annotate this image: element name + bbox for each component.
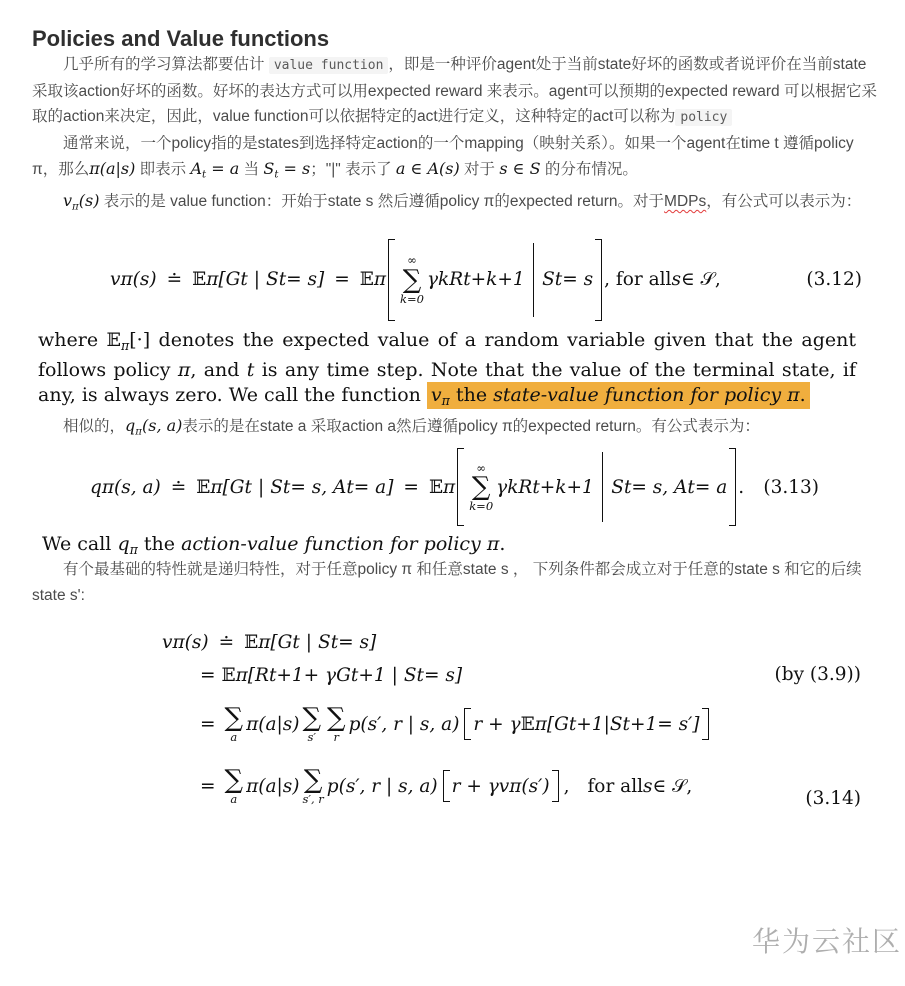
text-run: where <box>38 328 107 351</box>
text-run: 表示的是 value function：开始于state s 然后遵循policy π的expected return。对于 <box>99 192 665 210</box>
equation-number: (3.13) <box>763 476 819 498</box>
period: . <box>499 533 506 556</box>
math-token: S <box>266 269 279 291</box>
summation-a <box>224 764 244 806</box>
math-token: = a <box>694 476 728 498</box>
math-token: S <box>611 476 624 498</box>
inner-bracket-group <box>441 769 561 803</box>
math-q: q <box>90 476 102 498</box>
math-args: (s) <box>184 631 209 653</box>
expectation-symbol: 𝔼 <box>359 269 374 291</box>
summation-sprime-r <box>302 764 324 806</box>
subscript: t <box>278 269 287 291</box>
math-token: = s, A <box>290 476 347 498</box>
equals-sign: = <box>334 269 350 291</box>
subscript: t <box>282 476 291 498</box>
summation-r <box>327 702 346 744</box>
subscript: t <box>240 269 248 291</box>
math-token: S <box>403 664 417 686</box>
subscript: π <box>101 476 115 498</box>
right-bracket <box>552 770 559 802</box>
subscript: t+k+1 <box>532 476 594 498</box>
text-run: 当 <box>239 161 264 178</box>
text-run: 的分布情况。 <box>540 161 638 178</box>
subscript: π <box>258 631 271 653</box>
math-token: r + γ <box>473 713 521 735</box>
sum-lower-limit: a <box>230 729 238 744</box>
subscript: t+1 <box>350 664 386 686</box>
math-args: (s) <box>132 269 157 291</box>
left-bracket <box>443 770 450 802</box>
math-token: = s] <box>338 631 377 653</box>
text-run: is any time step. Note that the value of the terminal state, if any, is always zero. We call the function <box>38 358 856 407</box>
summation-k <box>400 254 424 305</box>
math-token: = a] <box>353 476 394 498</box>
subscript: π <box>129 542 138 558</box>
math-eq-s: = s <box>278 159 311 178</box>
sigma-symbol: ∑ <box>471 472 491 503</box>
sigma-symbol: ∑ <box>327 702 346 733</box>
math-At: A <box>190 159 203 178</box>
text-run: 几乎所有的学习算法都要估计 <box>63 56 265 73</box>
math-token: [G <box>270 631 293 653</box>
text-run: 相似的， <box>63 418 126 436</box>
math-pi-a-s: π(a|s) <box>246 775 300 797</box>
math-v: v <box>162 631 173 653</box>
expectation-symbol: 𝔼 <box>428 476 444 498</box>
math-args: (s, a) <box>141 416 183 436</box>
summation-sprime <box>302 702 321 744</box>
sum-lower-limit: s′, r <box>302 791 324 806</box>
equals-sign: = <box>403 476 419 498</box>
sum-upper-limit: ∞ <box>476 460 486 475</box>
superscript: k <box>507 476 519 498</box>
math-St: S <box>263 159 275 178</box>
equals-sign: = <box>200 775 216 797</box>
math-s: s <box>643 775 653 797</box>
gamma-symbol: γ <box>426 269 439 291</box>
math-s-in-S: s ∈ S <box>499 159 541 178</box>
huawei-cloud-watermark: 华为云社区 <box>751 926 902 957</box>
subscript: π <box>534 713 547 735</box>
text-run: 表示的是在state a 采取action a然后遵循policy π的expected return。有公式表示为： <box>182 418 760 436</box>
sigma-symbol: ∑ <box>302 702 321 733</box>
conditional-bar: | <box>603 713 610 735</box>
sigma-symbol: ∑ <box>402 264 422 295</box>
equation-3-13 <box>32 447 877 527</box>
math-token: R <box>518 476 533 498</box>
math-args: (s, a) <box>114 476 161 498</box>
article-content <box>0 26 905 814</box>
derivation-row-4 <box>162 758 877 814</box>
conditional-bar: | <box>391 664 398 686</box>
text-run: . <box>799 384 806 407</box>
equals-sign: = <box>200 664 216 686</box>
superscript: k <box>438 269 450 291</box>
equation-3-14 <box>162 628 877 814</box>
inner-bracket-group <box>462 707 710 741</box>
conditional-bar: | <box>253 269 261 291</box>
subscript: π <box>135 426 142 438</box>
subscript: π <box>443 476 456 498</box>
math-token: = s] <box>423 664 463 686</box>
math-token: = s′] <box>657 713 700 735</box>
subscript: t+k+1 <box>463 269 525 291</box>
doteq-symbol: ≐ <box>218 631 235 653</box>
text-run: ，有公式可以表示为： <box>706 192 862 210</box>
sum-upper-limit: ∞ <box>407 252 417 267</box>
math-args: (s) <box>78 190 100 210</box>
math-token: [R <box>247 664 269 686</box>
math-pi-a-s: π(a|s) <box>89 159 136 178</box>
math-token: = s] <box>286 269 325 291</box>
conditional-bar-tall <box>533 243 535 317</box>
text-run: 通常来说，一个policy指的是states到选择特定action的一个mapping（映射关系）。如果一个agent在time t 遵循policy π，那么 <box>32 134 854 178</box>
right-bracket <box>702 708 709 740</box>
math-token: [G <box>222 476 245 498</box>
math-q: q <box>117 533 130 556</box>
right-bracket <box>729 448 736 526</box>
math-token: [G <box>218 269 241 291</box>
subscript: t <box>554 269 563 291</box>
subscript: t <box>274 169 279 181</box>
subscript: t+1 <box>622 713 658 735</box>
text-run: ∈ 𝒮, <box>680 269 721 291</box>
subscript: π <box>172 631 185 653</box>
subscript: π <box>235 664 248 686</box>
math-token: (s′) <box>521 775 550 797</box>
expectation-symbol: 𝔼 <box>106 328 121 351</box>
math-token: + γG <box>303 664 351 686</box>
math-p-function: p(s′, r | s, a) <box>326 775 438 797</box>
sum-lower-limit: r <box>333 729 340 744</box>
equals-sign: = <box>200 713 216 735</box>
expectation-symbol: 𝔼 <box>244 631 259 653</box>
text-run: ∈ 𝒮, <box>652 775 693 797</box>
conditional-bar: | <box>257 476 265 498</box>
sum-lower-limit: k=0 <box>400 291 424 306</box>
text-run: We call <box>42 533 118 556</box>
term-state-value-function: state-value function for policy π <box>493 384 800 407</box>
math-v: v <box>63 190 73 210</box>
subscript: t <box>623 476 632 498</box>
conditional-bar: | <box>305 631 313 653</box>
expectation-symbol: 𝔼 <box>221 664 236 686</box>
subscript: π <box>441 393 450 409</box>
sum-lower-limit: a <box>230 791 238 806</box>
equation-line <box>110 238 877 322</box>
term-action-value-function: action-value function for policy π <box>181 533 500 556</box>
paragraph-intro <box>32 52 877 131</box>
text-run: 即表示 <box>135 161 191 178</box>
subscript: π <box>72 201 79 213</box>
math-pi-a-s: π(a|s) <box>246 713 300 735</box>
subscript: t <box>687 476 695 498</box>
page-title: Policies and Value functions <box>32 26 330 51</box>
highlighted-definition <box>427 382 810 409</box>
subscript: t <box>244 476 252 498</box>
text-run: , for all <box>604 269 672 291</box>
right-bracket <box>595 239 602 321</box>
doteq-symbol: ≐ <box>170 476 187 498</box>
equation-number: (3.14) <box>805 788 861 810</box>
math-v: v <box>430 384 442 407</box>
subscript: π <box>120 269 133 291</box>
subscript: π <box>509 775 522 797</box>
paragraph-q-function <box>32 413 877 445</box>
sum-lower-limit: s′ <box>307 729 316 744</box>
derivation-row-3 <box>162 696 877 752</box>
subscript: π <box>373 269 387 291</box>
subscript: π <box>121 337 130 353</box>
math-token: S <box>318 631 331 653</box>
math-p-function: p(s′, r | s, a) <box>348 713 460 735</box>
paragraph-value-function <box>32 188 877 220</box>
text-run: ；"|" 表示了 <box>310 161 396 178</box>
left-bracket <box>457 448 464 526</box>
gamma-symbol: γ <box>496 476 508 498</box>
equation-3-12 <box>32 238 877 322</box>
equation-number: (3.12) <box>806 269 862 291</box>
math-t: t <box>246 358 255 381</box>
equation-line <box>90 447 877 527</box>
text-run: 有个最基础的特性就是递归特性，对于任意policy π 和任意state s ， 下列条件都会成立对于任意的state s 和它的后续state s': <box>32 561 862 604</box>
derivation-row-2 <box>162 660 877 690</box>
inline-code-policy: policy <box>675 109 732 126</box>
math-token: S <box>609 713 623 735</box>
text-run: ，即是一种评价agent处于当前state好坏的函数或者说评价在当前state采取该action好坏的函数。好坏的表达方式可以用expected reward 来表示。agent可以预期的expected reward 可以根据它采取的action来决定，因此，value function可以依据特定的act进行定义，这种特定的act可以称为 <box>32 56 877 125</box>
subscript: t <box>416 664 424 686</box>
derivation-row-1 <box>162 628 877 656</box>
by-reference: (by (3.9)) <box>774 664 861 686</box>
math-q: q <box>125 416 136 436</box>
subscript: π <box>210 476 223 498</box>
period: . <box>738 476 745 498</box>
expectation-symbol: 𝔼 <box>196 476 211 498</box>
left-bracket <box>464 708 471 740</box>
text-run: the <box>137 533 182 556</box>
sigma-symbol: ∑ <box>224 702 244 733</box>
text-run: for all <box>587 775 644 797</box>
math-token: = s, A <box>631 476 688 498</box>
math-token: = s <box>562 269 594 291</box>
subscript: π <box>206 269 219 291</box>
subscript: t <box>292 631 300 653</box>
math-v: v <box>110 269 121 291</box>
we-call-line <box>42 533 877 557</box>
misspelled-term-mdps: MDPs <box>664 192 707 210</box>
sigma-symbol: ∑ <box>303 764 323 795</box>
math-token: r + γv <box>451 775 510 797</box>
doteq-symbol: ≐ <box>166 269 183 291</box>
subscript: t+1 <box>568 713 604 735</box>
text-run: [·] denotes the expected value of a random variable given that the agent follows policy <box>38 328 856 381</box>
text-run: , and <box>190 358 247 381</box>
expectation-symbol: 𝔼 <box>520 713 535 735</box>
text-run: 对于 <box>459 161 500 178</box>
paragraph-policy-mapping <box>32 131 877 188</box>
math-pi: π <box>177 358 191 381</box>
math-token: S <box>542 269 555 291</box>
conditional-bar-tall <box>602 452 604 522</box>
expectation-symbol: 𝔼 <box>192 269 207 291</box>
sigma-symbol: ∑ <box>224 764 244 795</box>
text-run: the <box>449 384 494 407</box>
subscript: t+1 <box>268 664 304 686</box>
subscript: t <box>330 631 339 653</box>
subscript: t <box>346 476 354 498</box>
math-token: [G <box>546 713 569 735</box>
textbook-excerpt <box>38 328 856 414</box>
inline-code-value-function: value function <box>269 57 389 74</box>
left-bracket <box>388 239 395 321</box>
math-token: S <box>270 476 283 498</box>
paragraph-recursive-property <box>32 557 877 608</box>
summation-a <box>224 702 244 744</box>
summation-k <box>469 462 493 513</box>
math-token: R <box>449 269 464 291</box>
math-a-in-As: a ∈ A(s) <box>395 159 460 178</box>
comma: , <box>563 775 570 797</box>
subscript: t <box>202 169 207 181</box>
math-eq-a: = a <box>206 159 240 178</box>
math-s: s <box>671 269 681 291</box>
sum-lower-limit: k=0 <box>469 499 494 514</box>
